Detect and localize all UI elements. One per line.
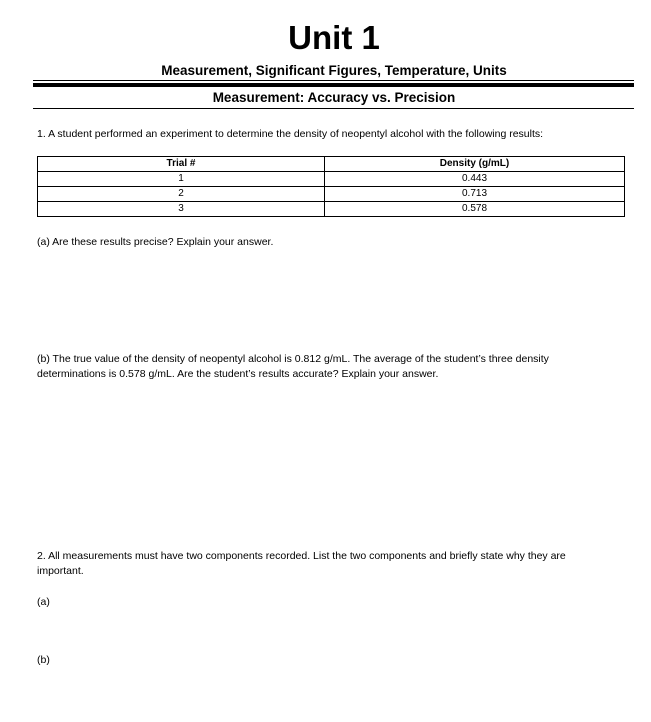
question-1-prompt: 1. A student performed an experiment to determine the density of neopentyl alcohol with the following results: — [37, 128, 544, 140]
density-cell: 0.443 — [325, 172, 625, 187]
table-row — [38, 187, 625, 202]
question-1a-prompt: (a) Are these results precise? Explain your answer. — [37, 236, 274, 248]
table-row — [38, 172, 625, 187]
question-2a-label: (a) — [37, 596, 50, 608]
question-2b-label: (b) — [37, 654, 50, 666]
header-divider-thick — [33, 83, 634, 87]
unit-subtitle: Measurement, Significant Figures, Temperature, Units — [161, 63, 507, 78]
section-divider — [33, 108, 634, 109]
column-header-trial: Trial # — [38, 157, 325, 172]
question-1b-prompt-line2: determinations is 0.578 g/mL. Are the student’s results accurate? Explain your answer. — [37, 368, 439, 380]
table-header-row — [38, 157, 625, 172]
density-table — [37, 156, 625, 217]
section-title: Measurement: Accuracy vs. Precision — [212, 90, 456, 105]
question-1b-prompt-line1: (b) The true value of the density of neopentyl alcohol is 0.812 g/mL. The average of the student’s three density — [37, 353, 549, 365]
page-title: Unit 1 — [288, 19, 380, 56]
trial-cell: 2 — [38, 187, 325, 202]
trial-cell: 1 — [38, 172, 325, 187]
density-cell: 0.713 — [325, 187, 625, 202]
question-2-prompt-line2: important. — [37, 565, 84, 577]
table-row — [38, 202, 625, 217]
column-header-density: Density (g/mL) — [325, 157, 625, 172]
density-cell: 0.578 — [325, 202, 625, 217]
header-divider-thin — [33, 80, 634, 81]
trial-cell: 3 — [38, 202, 325, 217]
question-2-prompt-line1: 2. All measurements must have two components recorded. List the two components and briefly state why they are — [37, 550, 566, 562]
